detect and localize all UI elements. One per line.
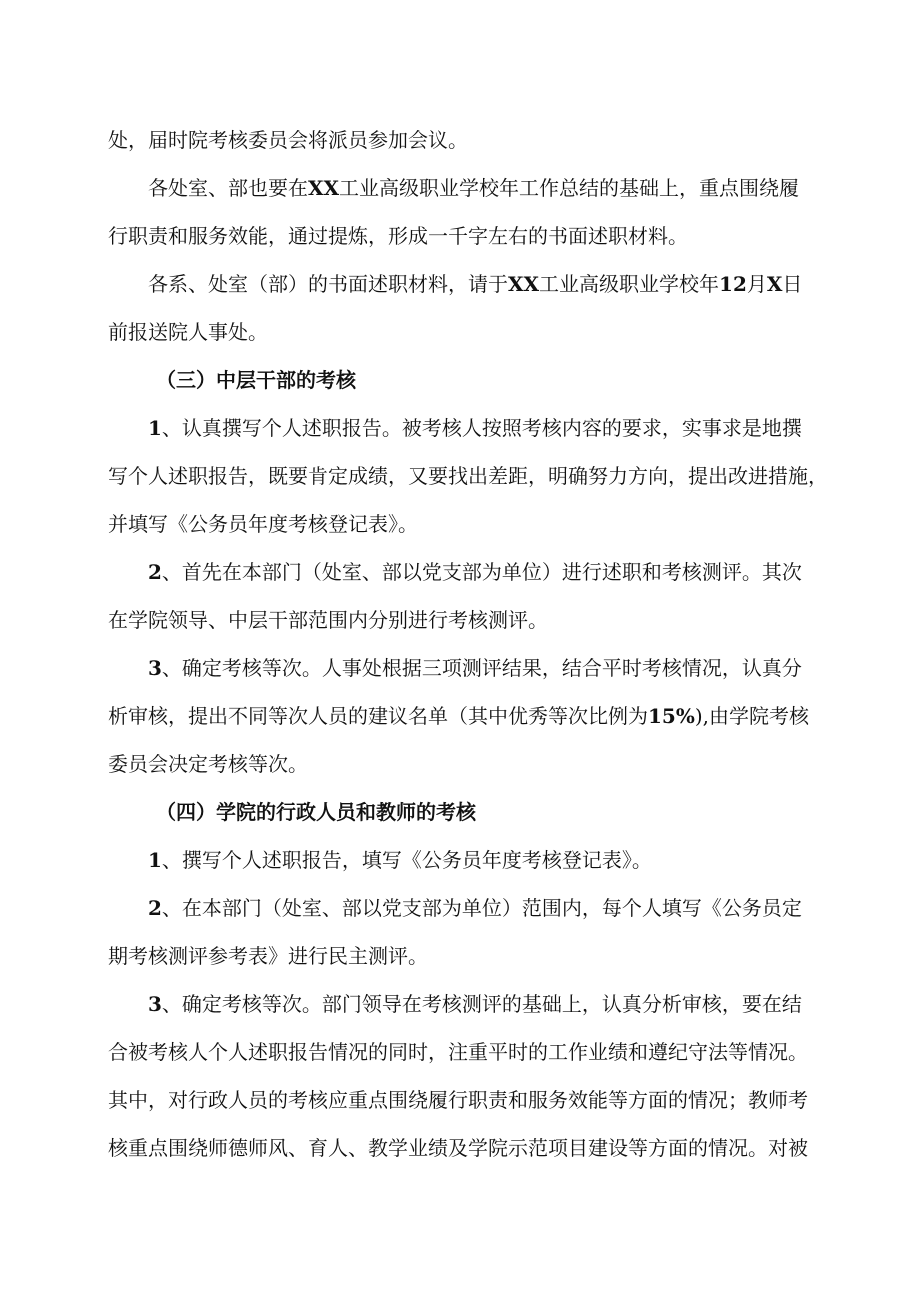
bold-token: X bbox=[766, 272, 783, 296]
section-heading: （三）中层干部的考核 bbox=[156, 368, 356, 392]
paragraph-line: 期考核测评参考表》进行民主测评。 bbox=[108, 944, 428, 968]
paragraph-line: 3、确定考核等次。部门领导在考核测评的基础上，认真分析审核，要在结 bbox=[148, 992, 802, 1016]
bold-token: 1 bbox=[148, 848, 162, 872]
paragraph-line: 前报送院人事处。 bbox=[108, 320, 268, 344]
bold-token: 15% bbox=[648, 704, 695, 728]
bold-token: 2 bbox=[148, 560, 162, 584]
paragraph-line: 各系、处室（部）的书面述职材料，请于XX工业高级职业学校年12月X日 bbox=[148, 272, 803, 296]
paragraph-line: 核重点围绕师德师风、育人、教学业绩及学院示范项目建设等方面的情况。对被 bbox=[108, 1136, 808, 1160]
paragraph-line: 处，届时院考核委员会将派员参加会议。 bbox=[108, 128, 468, 152]
paragraph-line: 合被考核人个人述职报告情况的同时，注重平时的工作业绩和遵纪守法等情况。 bbox=[108, 1040, 808, 1064]
paragraph-line: 析审核，提出不同等次人员的建议名单（其中优秀等次比例为15%),由学院考核 bbox=[108, 704, 810, 728]
paragraph-line: 1、认真撰写个人述职报告。被考核人按照考核内容的要求，实事求是地撰 bbox=[148, 416, 802, 440]
bold-token: 2 bbox=[148, 896, 162, 920]
paragraph-line: 2、在本部门（处室、部以党支部为单位）范围内，每个人填写《公务员定 bbox=[148, 896, 802, 920]
section-heading: （四）学院的行政人员和教师的考核 bbox=[156, 800, 476, 824]
paragraph-line: 3、确定考核等次。人事处根据三项测评结果，结合平时考核情况，认真分 bbox=[148, 656, 802, 680]
paragraph-line: 行职责和服务效能，通过提炼，形成一千字左右的书面述职材料。 bbox=[108, 224, 688, 248]
paragraph-line: 2、首先在本部门（处室、部以党支部为单位）进行述职和考核测评。其次 bbox=[148, 560, 802, 584]
bold-token: XX bbox=[508, 272, 540, 296]
bold-token: 1 bbox=[148, 416, 162, 440]
paragraph-line: 1、撰写个人述职报告，填写《公务员年度考核登记表》。 bbox=[148, 848, 652, 872]
paragraph-line: 并填写《公务员年度考核登记表》。 bbox=[108, 512, 418, 536]
bold-token: XX bbox=[308, 176, 340, 200]
document-page bbox=[108, 116, 828, 1172]
bold-token: 3 bbox=[148, 656, 162, 680]
bold-token: 3 bbox=[148, 992, 162, 1016]
paragraph-line: 其中，对行政人员的考核应重点围绕履行职责和服务效能等方面的情况；教师考 bbox=[108, 1088, 808, 1112]
paragraph-line: 各处室、部也要在XX工业高级职业学校年工作总结的基础上，重点围绕履 bbox=[148, 176, 800, 200]
paragraph-line: 委员会决定考核等次。 bbox=[108, 752, 308, 776]
paragraph-line: 写个人述职报告，既要肯定成绩，又要找出差距，明确努力方向，提出改进措施， bbox=[108, 464, 828, 488]
paragraph-line: 在学院领导、中层干部范围内分别进行考核测评。 bbox=[108, 608, 548, 632]
bold-token: 12 bbox=[719, 272, 747, 296]
